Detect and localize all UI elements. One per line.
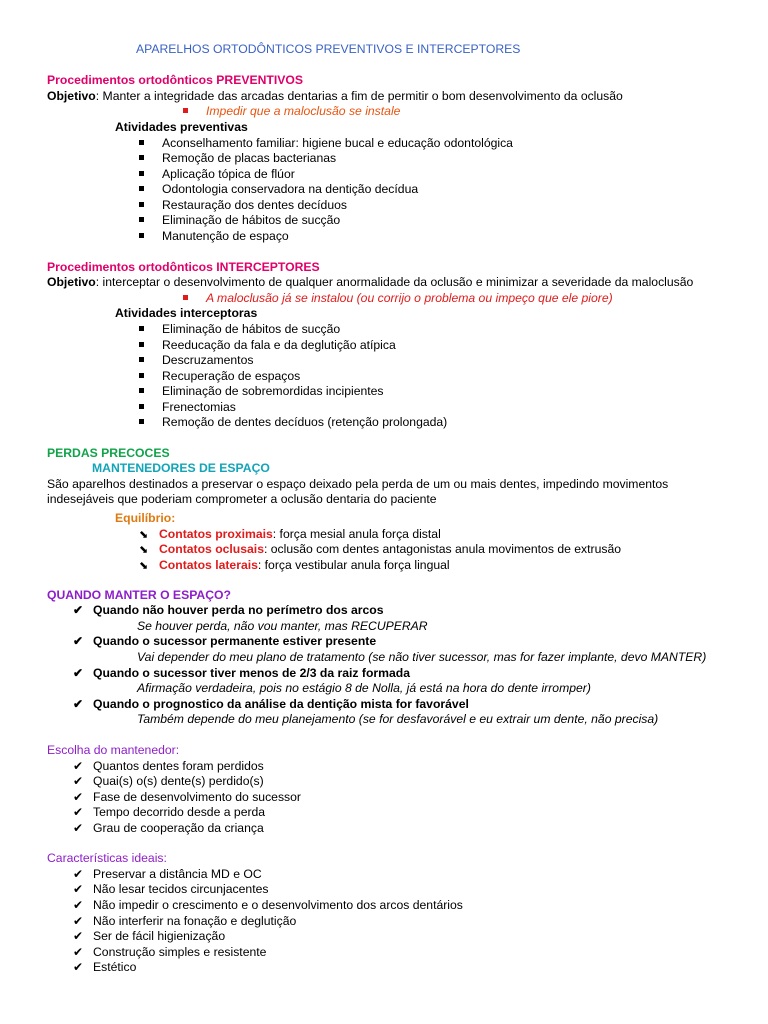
list-item: ⬊ Contatos oclusais: oclusão com dentes antagonistas anula movimentos de extrusão xyxy=(139,542,621,559)
mantenedores-heading: MANTENEDORES DE ESPAÇO xyxy=(92,461,270,475)
check-icon: ✔ xyxy=(73,914,84,928)
list-item: ✔ Quai(s) o(s) dente(s) perdido(s) xyxy=(73,774,264,788)
list-item: ⬊ Contatos laterais: força vestibular anula força lingual xyxy=(139,558,450,575)
list-item: ✔ Não lesar tecidos circunjacentes xyxy=(73,882,269,896)
interceptores-heading: Procedimentos ortodônticos INTERCEPTORES xyxy=(47,260,320,274)
list-item: Odontologia conservadora na dentição decídua xyxy=(139,182,418,198)
perdas-description-line: indesejáveis que poderiam comprometer a oclusão dentaria do paciente xyxy=(47,492,437,506)
check-icon: ✔ xyxy=(73,898,84,912)
equilibrio-label: Equilíbrio: xyxy=(115,511,176,525)
check-icon: ✔ xyxy=(73,821,84,835)
list-item: Remoção de dentes decíduos (retenção prolongada) xyxy=(139,415,447,431)
square-bullet-icon xyxy=(139,357,144,362)
preventivos-note xyxy=(183,104,400,120)
square-bullet-icon xyxy=(139,388,144,393)
square-bullet-icon xyxy=(139,202,144,207)
objective-label: Objetivo xyxy=(47,275,96,289)
list-item: Manutenção de espaço xyxy=(139,229,289,245)
check-icon: ✔ xyxy=(73,882,84,896)
list-item-note: Afirmação verdadeira, pois no estágio 8 de Nolla, já está na hora do dente irromper) xyxy=(137,681,591,695)
check-icon: ✔ xyxy=(73,774,84,788)
check-icon: ✔ xyxy=(73,666,84,680)
square-bullet-icon xyxy=(183,108,188,113)
list-item: ✔ Não interferir na fonação e deglutição xyxy=(73,914,297,928)
note-text: A maloclusão já se instalou (ou corrijo o problema ou impeço que ele piore) xyxy=(206,291,613,305)
check-icon: ✔ xyxy=(73,805,84,819)
square-bullet-icon xyxy=(139,217,144,222)
check-icon: ✔ xyxy=(73,603,84,617)
arrow-down-right-icon: ⬊ xyxy=(139,544,149,556)
interceptores-activities-label: Atividades interceptoras xyxy=(115,306,258,320)
objective-label: Objetivo xyxy=(47,89,96,103)
list-item: ✔ Quando o prognostico da análise da dentição mista for favorável xyxy=(73,697,469,711)
square-bullet-icon xyxy=(139,140,144,145)
check-icon: ✔ xyxy=(73,790,84,804)
check-icon: ✔ xyxy=(73,945,84,959)
preventivos-activities-label: Atividades preventivas xyxy=(115,120,248,134)
square-bullet-icon xyxy=(139,186,144,191)
list-item-note: Vai depender do meu plano de tratamento (se não tiver sucessor, mas for fazer implante, devo MANTER) xyxy=(137,650,707,664)
list-item: ✔ Estético xyxy=(73,960,137,974)
square-bullet-icon xyxy=(139,233,144,238)
list-item: Descruzamentos xyxy=(139,353,253,369)
list-item: Aplicação tópica de flúor xyxy=(139,167,295,183)
list-item: ✔ Fase de desenvolvimento do sucessor xyxy=(73,790,301,804)
quando-heading: QUANDO MANTER O ESPAÇO? xyxy=(47,588,231,602)
list-item: ✔ Quando não houver perda no perímetro dos arcos xyxy=(73,603,384,617)
list-item: Eliminação de hábitos de sucção xyxy=(139,213,340,229)
page-title: APARELHOS ORTODÔNTICOS PREVENTIVOS E INTERCEPTORES xyxy=(136,42,521,56)
perdas-description-line: São aparelhos destinados a preservar o espaço deixado pela perda de um ou mais dentes, impedindo movimentos xyxy=(47,477,669,491)
list-item: Remoção de placas bacterianas xyxy=(139,151,336,167)
square-bullet-icon xyxy=(139,373,144,378)
list-item: ✔ Preservar a distância MD e OC xyxy=(73,867,262,881)
escolha-heading: Escolha do mantenedor: xyxy=(47,743,180,757)
preventivos-objective xyxy=(47,89,623,105)
check-icon: ✔ xyxy=(73,759,84,773)
square-bullet-icon xyxy=(139,342,144,347)
objective-text: : interceptar o desenvolvimento de qualquer anormalidade da oclusão e minimizar a severidade da maloclusão xyxy=(95,275,694,289)
square-bullet-icon xyxy=(183,295,188,300)
list-item: ✔ Tempo decorrido desde a perda xyxy=(73,805,266,819)
preventivos-heading: Procedimentos ortodônticos PREVENTIVOS xyxy=(47,73,303,87)
list-item: Recuperação de espaços xyxy=(139,369,300,385)
note-text: Impedir que a maloclusão se instale xyxy=(206,104,401,118)
square-bullet-icon xyxy=(139,419,144,424)
interceptores-objective xyxy=(47,275,693,291)
check-icon: ✔ xyxy=(73,697,84,711)
interceptores-note xyxy=(183,291,613,307)
list-item: Eliminação de sobremordidas incipientes xyxy=(139,384,384,400)
arrow-down-right-icon: ⬊ xyxy=(139,560,149,572)
square-bullet-icon xyxy=(139,171,144,176)
list-item-note: Se houver perda, não vou manter, mas RECUPERAR xyxy=(137,619,428,633)
perdas-heading: PERDAS PRECOCES xyxy=(47,446,170,460)
square-bullet-icon xyxy=(139,155,144,160)
list-item: Frenectomias xyxy=(139,400,236,416)
list-item: ✔ Quando o sucessor permanente estiver presente xyxy=(73,634,377,648)
objective-text: : Manter a integridade das arcadas dentarias a fim de permitir o bom desenvolvimento da oclusão xyxy=(95,89,623,103)
caracteristicas-heading: Características ideais: xyxy=(47,851,167,865)
list-item: ✔ Quantos dentes foram perdidos xyxy=(73,759,264,773)
check-icon: ✔ xyxy=(73,867,84,881)
check-icon: ✔ xyxy=(73,929,84,943)
check-icon: ✔ xyxy=(73,960,84,974)
list-item: Restauração dos dentes decíduos xyxy=(139,198,347,214)
square-bullet-icon xyxy=(139,326,144,331)
square-bullet-icon xyxy=(139,404,144,409)
list-item: Aconselhamento familiar: higiene bucal e educação odontológica xyxy=(139,136,513,152)
list-item: ✔ Não impedir o crescimento e o desenvolvimento dos arcos dentários xyxy=(73,898,463,912)
list-item: ✔ Construção simples e resistente xyxy=(73,945,267,959)
list-item: ✔ Quando o sucessor tiver menos de 2/3 da raiz formada xyxy=(73,666,410,680)
arrow-down-right-icon: ⬊ xyxy=(139,529,149,541)
list-item: Reeducação da fala e da deglutição atípica xyxy=(139,338,396,354)
list-item-note: Também depende do meu planejamento (se for desfavorável e eu extrair um dente, não precisa) xyxy=(137,712,659,726)
list-item: Eliminação de hábitos de sucção xyxy=(139,322,340,338)
list-item: ✔ Grau de cooperação da criança xyxy=(73,821,264,835)
check-icon: ✔ xyxy=(73,634,84,648)
list-item: ⬊ Contatos proximais: força mesial anula força distal xyxy=(139,527,441,544)
list-item: ✔ Ser de fácil higienização xyxy=(73,929,226,943)
